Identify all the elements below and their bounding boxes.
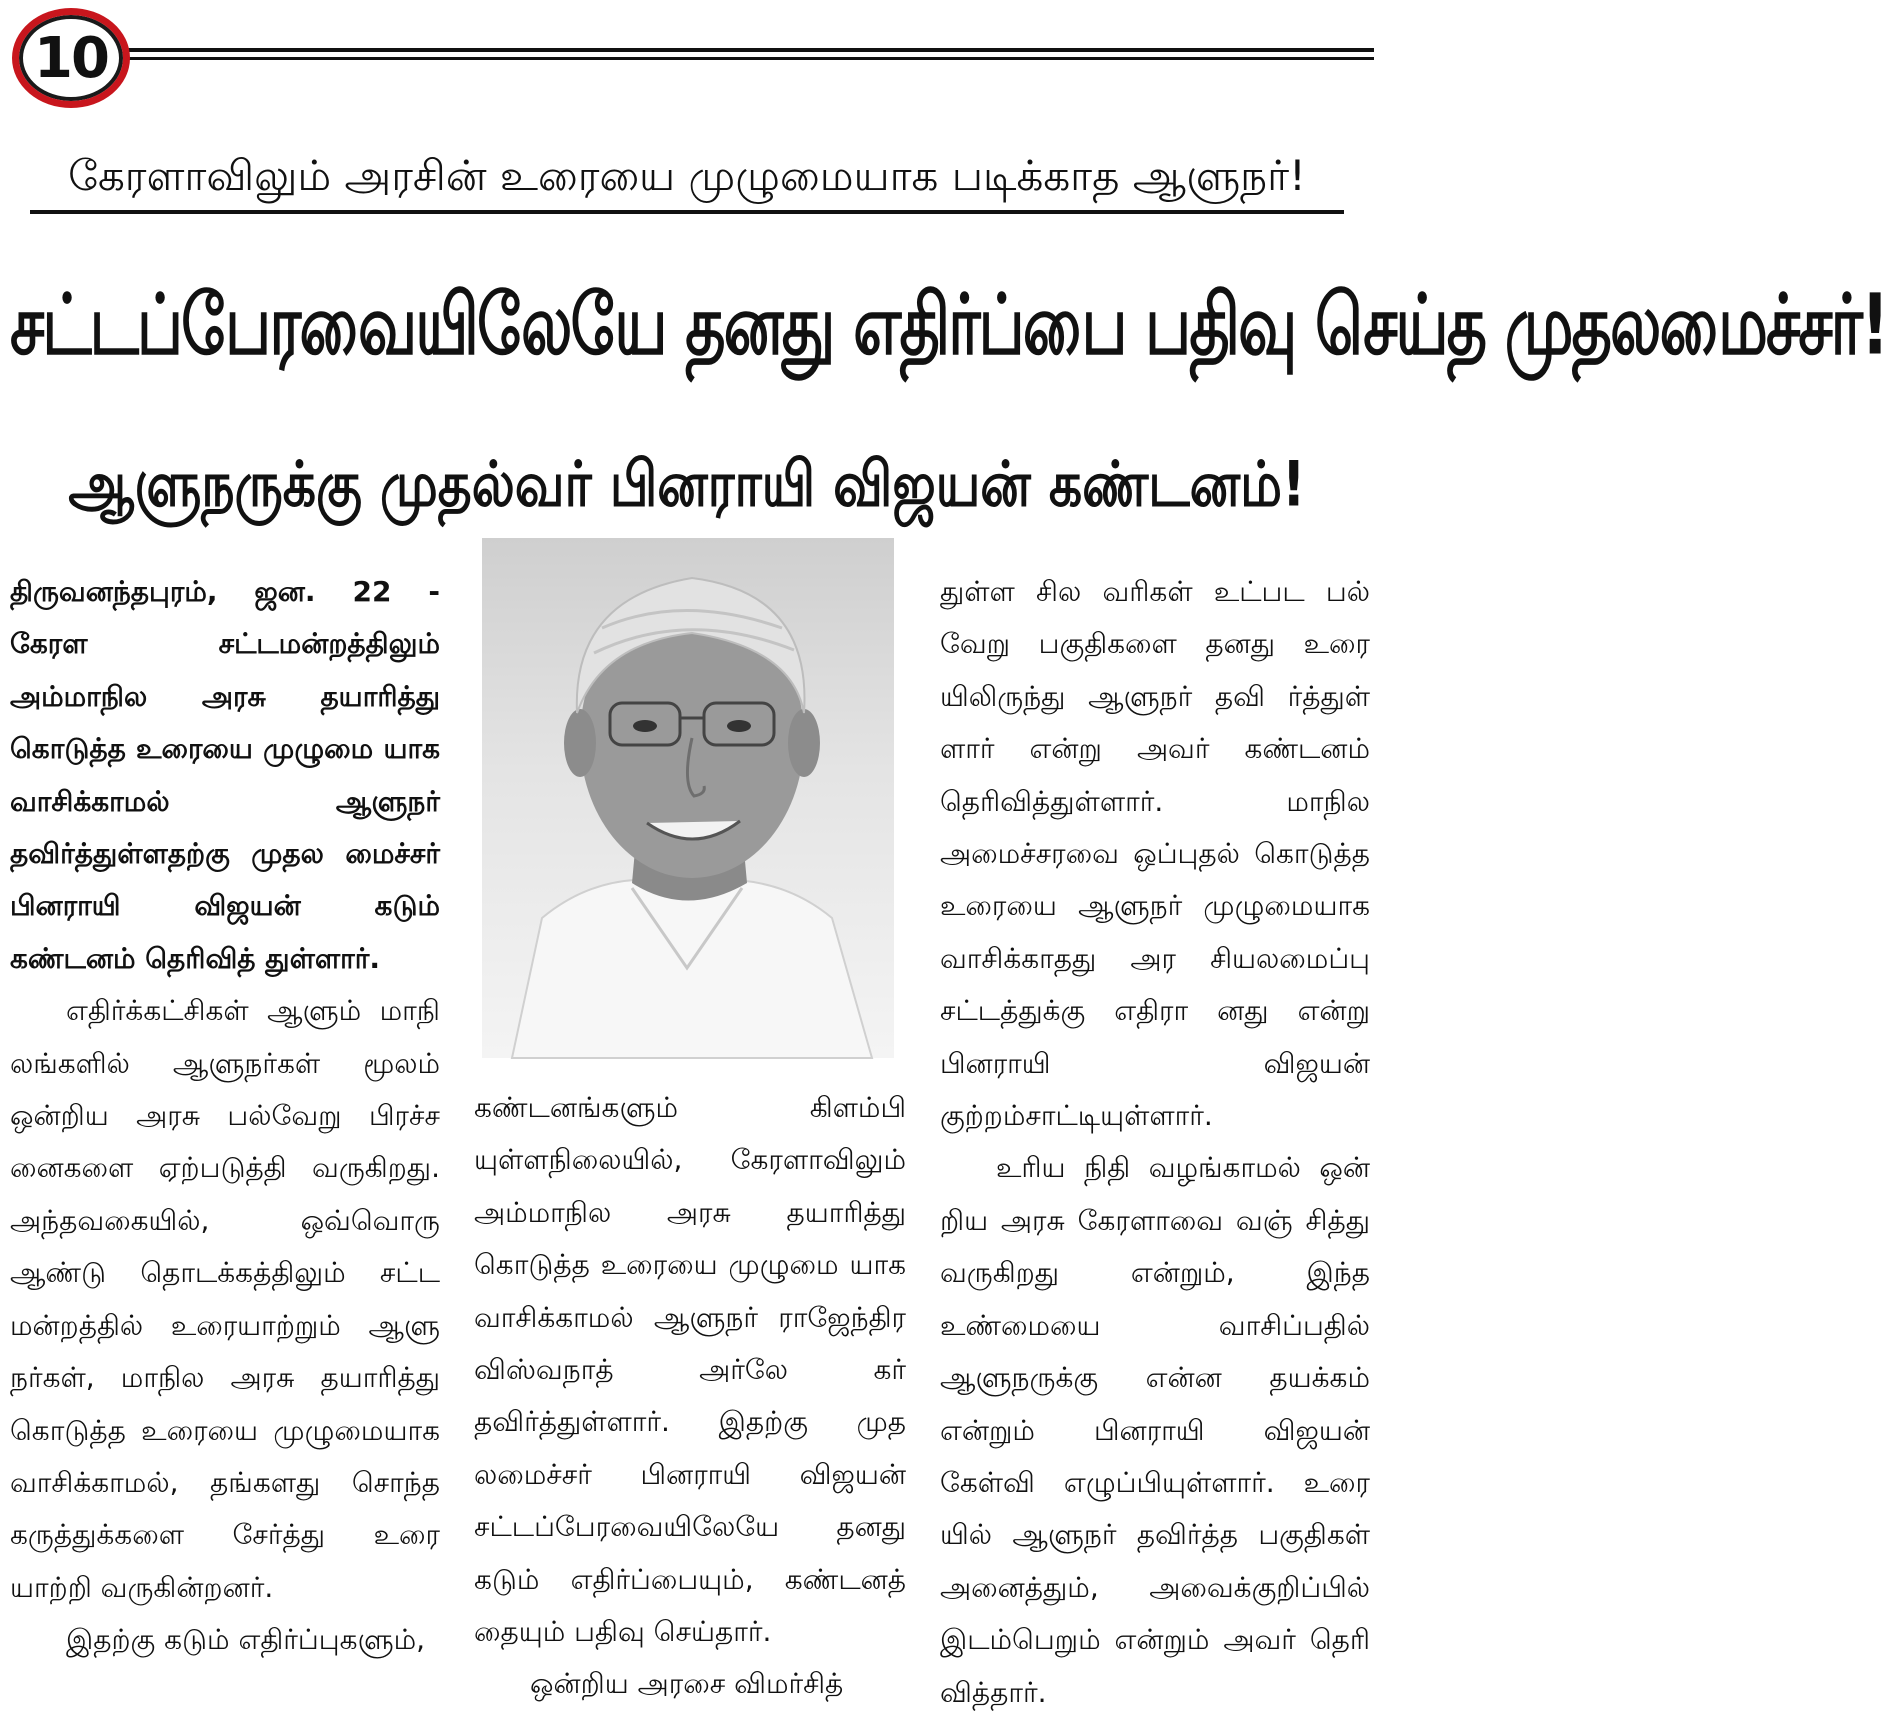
portrait-photo bbox=[482, 538, 894, 1058]
portrait-illustration bbox=[482, 538, 894, 1058]
body-paragraph: உரிய நிதி வழங்காமல் ஒன் றிய அரசு கேரளாவை வஞ் சித்து வருகிறது என்றும், இந்த உண்மையை வாசிப்பதில் ஆளுநருக்கு என்ன தயக்கம் என்றும் பினராயி விஜயன் கேள்வி எழுப்பியுள்ளார். உரை யில் ஆளுநர் தவிர்த்த பகுதிகள் அனைத்தும், அவைக்குறிப்பில் இடம்பெறும் என்றும் அவர் தெரி வித்தார். bbox=[940, 1151, 1370, 1709]
sub-headline: ஆளுநருக்கு முதல்வர் பினராயி விஜயன் கண்டனம்! bbox=[68, 449, 1306, 521]
page-number-badge bbox=[12, 8, 130, 108]
article-column-right bbox=[940, 566, 1370, 1719]
body-paragraph: ஒன்றிய அரசை விமர்சித் bbox=[530, 1667, 844, 1701]
body-paragraph: துள்ள சில வரிகள் உட்பட பல் வேறு பகுதிகளை தனது உரை யிலிருந்து ஆளுநர் தவி ர்த்துள் ளார் என்று அவர் கண்டனம் தெரிவித்துள்ளார். மாநில அமைச்சரவை ஒப்புதல் கொடுத்த உரையை ஆளுநர் முழுமையாக வாசிக்காதது அர சியலமைப்பு சட்டத்துக்கு எதிரா னது என்று பினராயி விஜயன் குற்றம்சாட்டியுள்ளார். bbox=[940, 575, 1370, 1133]
article-column-left bbox=[10, 566, 440, 1667]
body-paragraph: எதிர்க்கட்சிகள் ஆளும் மாநி லங்களில் ஆளுநர்கள் மூலம் ஒன்றிய அரசு பல்வேறு பிரச்ச னைகளை ஏற்படுத்தி வருகிறது. அந்தவகையில், ஒவ்வொரு ஆண்டு தொடக்கத்திலும் சட்ட மன்றத்தில் உரையாற்றும் ஆளு நர்கள், மாநில அரசு தயாரித்து கொடுத்த உரையை முழுமையாக வாசிக்காமல், தங்களது சொந்த கருத்துக்களை சேர்த்து உரை யாற்றி வருகின்றனர். bbox=[10, 994, 440, 1604]
kicker-headline: கேரளாவிலும் அரசின் உரையை முழுமையாக படிக்காத ஆளுநர்! bbox=[30, 144, 1344, 214]
article-column-middle bbox=[474, 1082, 906, 1711]
body-paragraph: இதற்கு கடும் எதிர்ப்புகளும், bbox=[66, 1623, 426, 1657]
body-paragraph: கண்டனங்களும் கிளம்பி யுள்ளநிலையில், கேரளாவிலும் அம்மாநில அரசு தயாரித்து கொடுத்த உரையை முழுமை யாக வாசிக்காமல் ஆளுநர் ராஜேந்திர விஸ்வநாத் அர்லே கர் தவிர்த்துள்ளார். இதற்கு முத லமைச்சர் பினராயி விஜயன் சட்டப்பேரவையிலேயே தனது கடும் எதிர்ப்பையும், கண்டனத் தையும் பதிவு செய்தார். bbox=[474, 1091, 906, 1649]
lead-paragraph: திருவனந்தபுரம், ஜன. 22 - கேரள சட்டமன்றத்திலும் அம்மாநில அரசு தயாரித்து கொடுத்த உரையை முழுமை யாக வாசிக்காமல் ஆளுநர் தவிர்த்துள்ளதற்கு முதல மைச்சர் பினராயி விஜயன் கடும் கண்டனம் தெரிவித் துள்ளார். bbox=[10, 575, 440, 975]
page-number: 10 bbox=[34, 25, 108, 91]
header-rule bbox=[120, 48, 1374, 60]
main-headline: சட்டப்பேரவையிலேயே தனது எதிர்ப்பை பதிவு செய்த முதலமைச்சர்! bbox=[10, 275, 1887, 374]
